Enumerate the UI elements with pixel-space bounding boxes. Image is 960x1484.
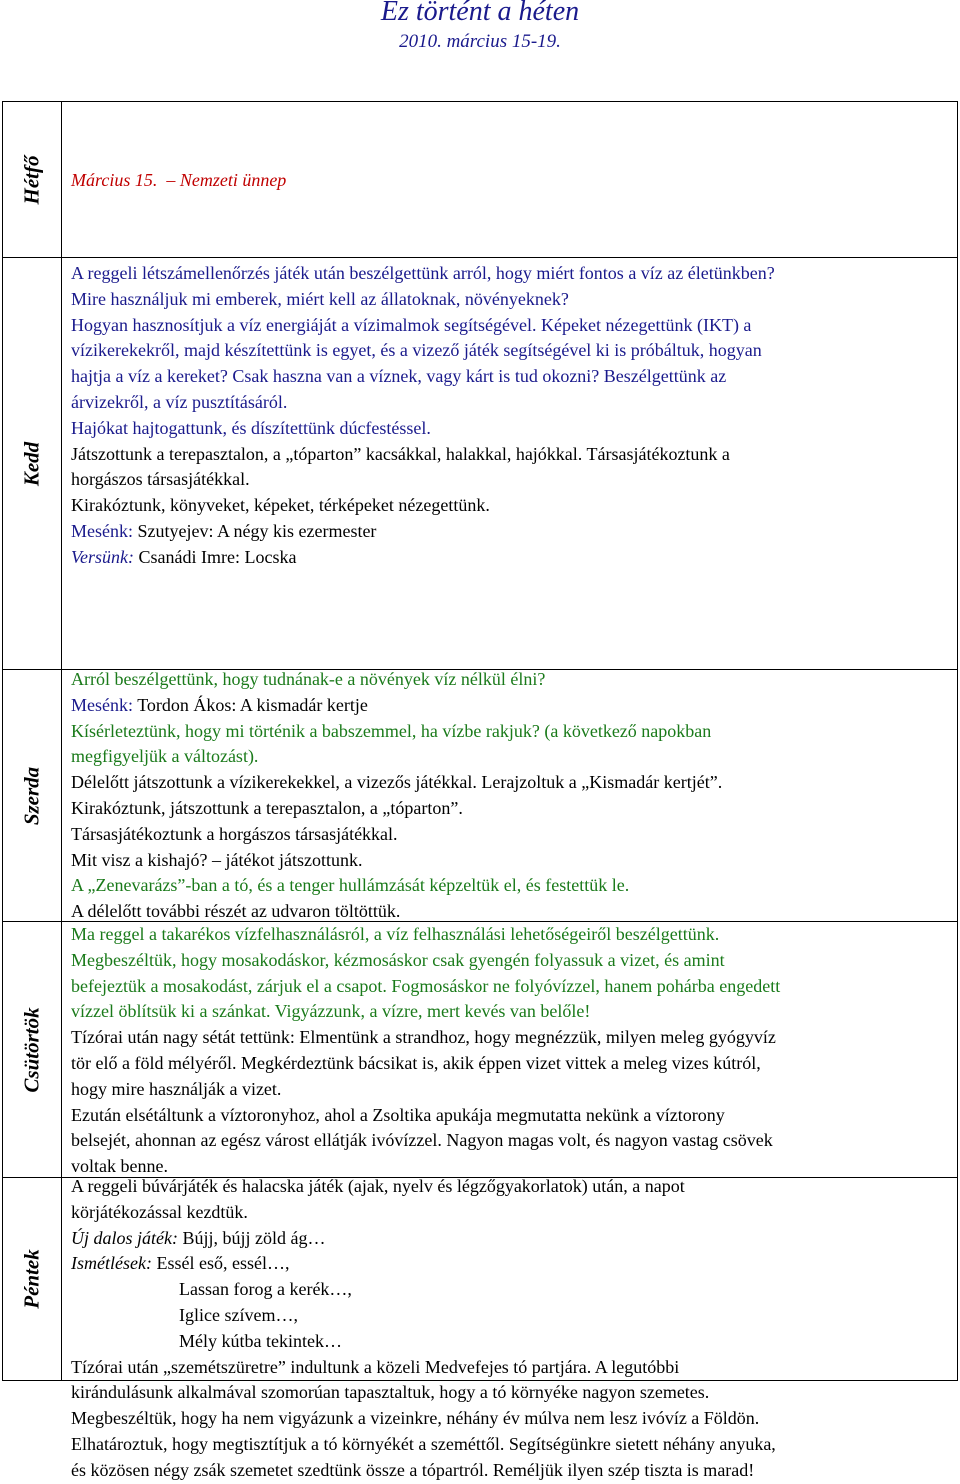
thursday-line-9: belsejét, ahonnan az egész várost ellátják ivóvízzel. Nagyon magas volt, és nagyon vastag csövek: [71, 1130, 773, 1151]
friday-content: [71, 1174, 951, 1484]
tuesday-line-10: Kirakóztunk, könyveket, képeket, térképeket nézegettünk.: [71, 495, 490, 516]
thursday-line-2: Megbeszéltük, hogy mosakodáskor, kézmosáskor csak gyengén folyassuk a vizet, és amint: [71, 949, 725, 970]
friday-line-7: Mély kútba tekintek…: [179, 1330, 342, 1351]
day-name-tuesday: Kedd: [19, 441, 44, 486]
friday-line-11: Elhatároztuk, hogy megtisztítjuk a tó környékét a szeméttől. Segítségünkre sietett néhány anyuka,: [71, 1433, 776, 1454]
thursday-line-4: vízzel öblítsük ki a szánkat. Vigyázzunk, a vízre, mert kevés van belőle!: [71, 1001, 591, 1022]
thursday-line-10: voltak benne.: [71, 1156, 168, 1177]
wednesday-line-1: Arról beszélgettünk, hogy tudnának-e a növények víz nélkül élni?: [71, 669, 546, 689]
friday-line-3: Új dalos játék: Bújj, bújj zöld ág…: [71, 1227, 326, 1248]
row-thursday: [3, 922, 957, 1178]
row-wednesday: [3, 670, 957, 922]
thursday-content: [71, 922, 951, 1180]
tuesday-line-8: Játszottunk a terepasztalon, a „tóparton” kacsákkal, halakkal, hajókkal. Társasjátékoztunk a: [71, 443, 730, 464]
tuesday-line-2: Mire használjuk mi emberek, miért kell az állatoknak, növényeknek?: [71, 288, 569, 309]
tuesday-line-12: Versünk: Csanádi Imre: Locska: [71, 546, 297, 567]
thursday-line-8: Ezután elsétáltunk a víztoronyhoz, ahol a Zsoltika apukája megmutatta nekünk a víztorony: [71, 1104, 725, 1125]
tuesday-line-9: horgászos társasjátékkal.: [71, 469, 250, 490]
tuesday-line-1: A reggeli létszámellenőrzés játék után beszélgettünk arról, hogy miért fontos a víz az életünkben?: [71, 263, 775, 283]
tuesday-line-6: árvizekről, a víz pusztításáról.: [71, 391, 288, 412]
tuesday-line-11: Mesénk: Szutyejev: A négy kis ezermester: [71, 520, 377, 541]
friday-line-2: körjátékozással kezdtük.: [71, 1201, 248, 1222]
wednesday-line-3: Kísérleteztünk, hogy mi történik a babszemmel, ha vízbe rakjuk? (a következő napokban: [71, 720, 712, 741]
monday-event: Nemzeti ünnep: [179, 170, 287, 190]
monday-date: Március 15.: [71, 170, 158, 190]
friday-line-1: A reggeli búvárjáték és halacska játék (ajak, nyelv és légzőgyakorlatok) után, a napot: [71, 1176, 685, 1196]
friday-line-5: Lassan forog a kerék…,: [179, 1279, 352, 1300]
wednesday-line-5: Délelőtt játszottunk a vízikerekekkel, a vizezős játékkal. Lerajzoltuk a „Kismadár kertjét”.: [71, 772, 723, 793]
friday-line-4: Ismétlések: Essél eső, essél…,: [71, 1253, 290, 1274]
thursday-line-3: befejeztük a mosakodást, zárjuk el a csapot. Fogmosáskor ne folyóvízzel, hanem pohárba engedett: [71, 975, 781, 996]
monday-content: [71, 168, 951, 194]
day-cell-wednesday: [3, 670, 62, 921]
day-cell-thursday: [3, 922, 62, 1177]
friday-line-12: és közösen négy zsák szemetet szedtünk össze a tópartról. Reméljük ilyen szép tiszta is marad!: [71, 1459, 755, 1480]
day-cell-monday: [3, 102, 62, 257]
tuesday-line-7: Hajókat hajtogattunk, és díszítettünk dúcfestéssel.: [71, 417, 431, 438]
tuesday-line-4: vízikerekekről, majd készítettünk is egyet, és a vizező játék segítségével ki is próbáltuk, hogyan: [71, 340, 762, 361]
thursday-line-7: hogy mire használják a vizet.: [71, 1078, 282, 1099]
day-name-wednesday: Szerda: [19, 766, 44, 825]
row-tuesday: [3, 258, 957, 670]
row-friday: [3, 1176, 957, 1480]
day-name-monday: Hétfő: [19, 155, 44, 204]
tuesday-line-3: Hogyan hasznosítjuk a víz energiáját a vízimalmok segítségével. Képeket nézegettünk (IKT) a: [71, 314, 752, 335]
tuesday-line-5: hajtja a víz a kereket? Csak haszna van a víznek, vagy kárt is tud okozni? Beszélgettünk az: [71, 366, 727, 387]
wednesday-line-4: megfigyeljük a változást).: [71, 746, 259, 767]
wednesday-line-7: Társasjátékoztunk a horgászos társasjátékkal.: [71, 823, 398, 844]
thursday-line-5: Tízórai után nagy sétát tettünk: Elmentünk a strandhoz, hogy megnézzük, milyen meleg gyógyvíz: [71, 1027, 776, 1048]
thursday-line-1: Ma reggel a takarékos vízfelhasználásról, a víz felhasználási lehetőségeiről beszélgettünk.: [71, 924, 720, 944]
friday-line-10: Megbeszéltük, hogy ha nem vigyázunk a vizeinkre, néhány év múlva nem lesz ivóvíz a Földön.: [71, 1408, 760, 1429]
wednesday-line-10: A délelőtt további részét az udvaron töltöttük.: [71, 901, 401, 922]
tuesday-content: [71, 261, 951, 571]
wednesday-line-6: Kirakóztunk, játszottunk a terepasztalon, a „tóparton”.: [71, 797, 463, 818]
row-monday: [3, 102, 957, 258]
wednesday-line-9: A „Zenevarázs”-ban a tó, és a tenger hullámzását képzeltük el, és festettük le.: [71, 875, 630, 896]
friday-line-6: Iglice szívem…,: [179, 1304, 298, 1325]
page-title: Ez történt a héten: [380, 0, 580, 27]
day-name-friday: Péntek: [19, 1249, 44, 1309]
day-name-thursday: Csütörtök: [19, 1006, 44, 1093]
friday-line-8: Tízórai után „szemétszüretre” indultunk a közeli Medvefejes tó partjára. A legutóbbi: [71, 1356, 680, 1377]
wednesday-line-8: Mit visz a kishajó? – játékot játszottunk.: [71, 849, 363, 870]
wednesday-line-2: Mesénk: Tordon Ákos: A kismadár kertje: [71, 694, 368, 715]
day-cell-friday: [3, 1178, 62, 1380]
thursday-line-6: tör elő a föld mélyéről. Megkérdeztünk bácsikat is, akik éppen vizet vittek a meleg vizes kútról,: [71, 1052, 761, 1073]
day-cell-tuesday: [3, 258, 62, 669]
date-range: 2010. március 15-19.: [399, 31, 561, 52]
friday-line-9: kirándulásunk alkalmával szomorúan tapasztaltuk, hogy a tó környéke nagyon szemetes.: [71, 1382, 710, 1403]
week-table: [2, 101, 958, 1480]
wednesday-content: [71, 667, 951, 925]
monday-dash: –: [166, 170, 176, 190]
